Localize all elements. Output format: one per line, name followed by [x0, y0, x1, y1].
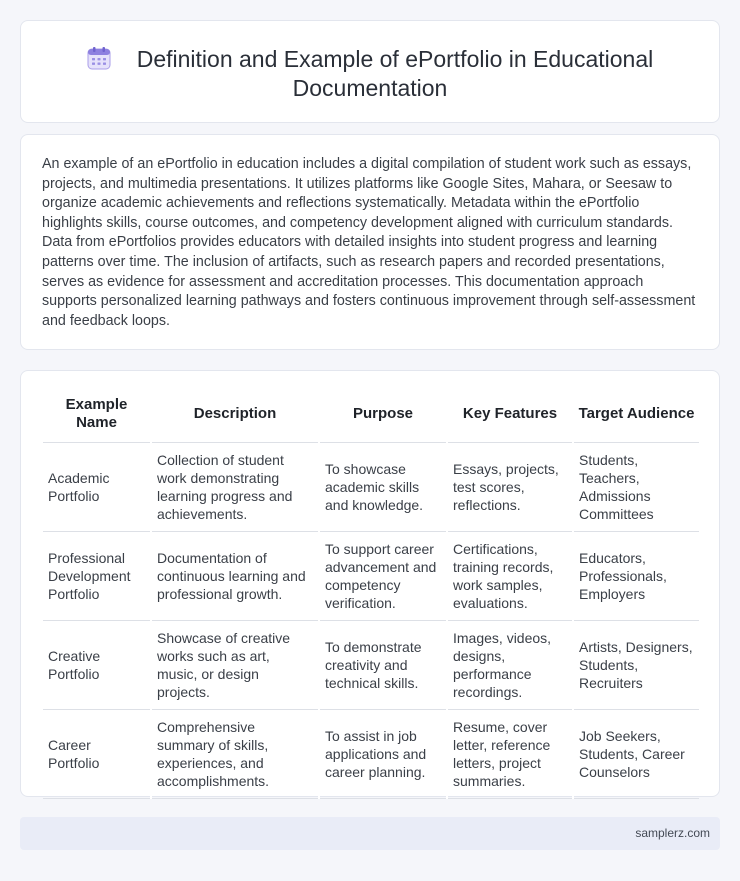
cell-key-features: Resume, cover letter, reference letters, project summaries. — [447, 710, 573, 799]
cell-description: Collection of student work demonstrating learning progress and achievements. — [151, 443, 319, 532]
table-row — [43, 621, 699, 710]
footer-bar — [20, 817, 720, 850]
intro-paragraph: An example of an ePortfolio in education includes a digital compilation of student work such as essays, projects, and multimedia presentations. It utilizes platforms like Google Sites, Mahara, or Seesaw to organize academic achievements and reflections systematically. Metadata within the ePortfolio highlights skills, course outcomes, and competency development aligned with curriculum standards. Data from ePortfolios provides educators with detailed insights into student progress and learning patterns over time. The inclusion of artifacts, such as research papers and recorded presentations, serves as evidence for assessment and accreditation processes. This documentation approach supports personalized learning pathways and fosters continuous improvement through self-assessment and feedback loops. — [42, 156, 696, 329]
cell-purpose: To showcase academic skills and knowledge. — [319, 443, 447, 532]
footer-site-link[interactable]: samplerz.com — [635, 826, 710, 840]
cell-purpose: To demonstrate creativity and technical skills. — [319, 621, 447, 710]
cell-description: Documentation of continuous learning and professional growth. — [151, 532, 319, 621]
header-purpose: Purpose — [319, 393, 447, 443]
table-row — [43, 443, 699, 532]
header-key-features: Key Features — [447, 393, 573, 443]
table-row — [43, 710, 699, 799]
cell-description: Showcase of creative works such as art, music, or design projects. — [151, 621, 319, 710]
cell-example-name: Professional Development Portfolio — [43, 532, 151, 621]
cell-key-features: Essays, projects, test scores, reflections. — [447, 443, 573, 532]
table-header-row — [43, 393, 699, 443]
cell-purpose: To assist in job applications and career planning. — [319, 710, 447, 799]
cell-example-name: Career Portfolio — [43, 710, 151, 799]
calendar-icon — [87, 46, 111, 70]
page-title: Definition and Example of ePortfolio in Educational Documentation — [136, 46, 654, 101]
eportfolio-table — [43, 393, 699, 799]
cell-target-audience: Students, Teachers, Admissions Committees — [573, 443, 699, 532]
header-description: Description — [151, 393, 319, 443]
page-title-container — [21, 45, 719, 103]
title-card — [20, 20, 720, 123]
cell-example-name: Creative Portfolio — [43, 621, 151, 710]
cell-target-audience: Educators, Professionals, Employers — [573, 532, 699, 621]
intro-card — [20, 134, 720, 350]
header-target-audience: Target Audience — [573, 393, 699, 443]
table-row — [43, 532, 699, 621]
table-card — [20, 370, 720, 797]
cell-target-audience: Job Seekers, Students, Career Counselors — [573, 710, 699, 799]
cell-key-features: Certifications, training records, work samples, evaluations. — [447, 532, 573, 621]
cell-target-audience: Artists, Designers, Students, Recruiters — [573, 621, 699, 710]
cell-key-features: Images, videos, designs, performance recordings. — [447, 621, 573, 710]
cell-description: Comprehensive summary of skills, experiences, and accomplishments. — [151, 710, 319, 799]
cell-purpose: To support career advancement and competency verification. — [319, 532, 447, 621]
header-example-name: Example Name — [43, 393, 151, 443]
cell-example-name: Academic Portfolio — [43, 443, 151, 532]
